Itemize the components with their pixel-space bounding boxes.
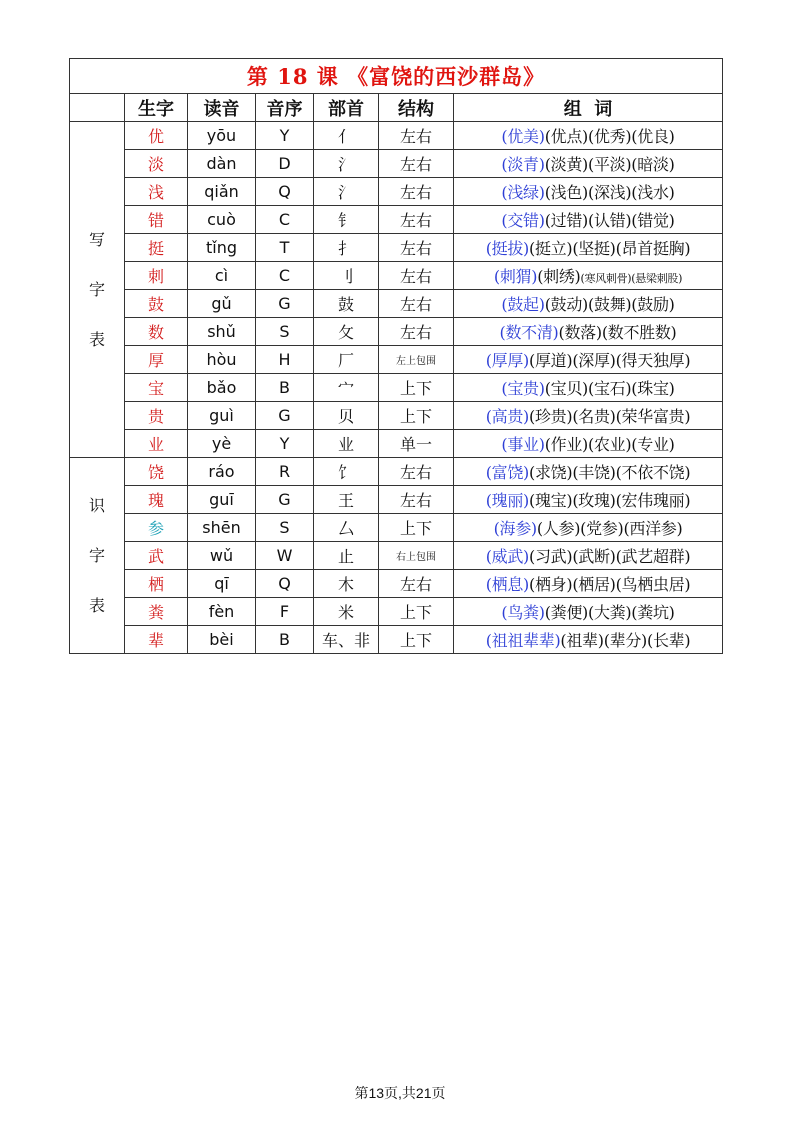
words-cell: [454, 318, 723, 346]
table-row: [70, 150, 723, 178]
char-cell: 粪: [125, 598, 188, 626]
word-item: (农业): [588, 435, 632, 454]
word-item: (鼓舞): [588, 295, 632, 314]
initial-cell: Q: [256, 178, 314, 206]
structure-cell: 左右: [379, 262, 454, 290]
word-item: (优良): [631, 127, 675, 146]
word-item: (刺猬): [493, 267, 538, 286]
words-cell: [454, 458, 723, 486]
table-row: [70, 458, 723, 486]
word-item: (高贵): [485, 407, 530, 426]
char-cell: 刺: [125, 262, 188, 290]
structure-cell: 上下: [379, 514, 454, 542]
char-cell: 武: [125, 542, 188, 570]
char-cell: 挺: [125, 234, 188, 262]
char-cell: 浅: [125, 178, 188, 206]
word-item: (不依不饶): [615, 463, 691, 482]
pinyin-cell: qī: [188, 570, 256, 598]
word-item: (暗淡): [631, 155, 675, 174]
table-row: [70, 430, 723, 458]
word-item: (珠宝): [631, 379, 675, 398]
word-item: (名贵): [572, 407, 616, 426]
header-char: 生字: [125, 94, 188, 122]
radical-cell: 攵: [314, 318, 379, 346]
words-cell: [454, 626, 723, 654]
initial-cell: C: [256, 262, 314, 290]
structure-cell: 左右: [379, 486, 454, 514]
word-item: (得天独厚): [615, 351, 691, 370]
word-item: (鼓起): [501, 295, 545, 314]
table-row: [70, 402, 723, 430]
words-cell: [454, 234, 723, 262]
words-cell: [454, 374, 723, 402]
word-item: (武断): [572, 547, 616, 566]
word-item: (粪坑): [631, 603, 675, 622]
word-item: (长辈): [647, 631, 691, 650]
word-item: (过错): [544, 211, 588, 230]
radical-cell: 业: [314, 430, 379, 458]
word-item: (栖身): [529, 575, 573, 594]
radical-cell: 氵: [314, 178, 379, 206]
structure-cell: 左右: [379, 150, 454, 178]
table-row: [70, 486, 723, 514]
radical-cell: 王: [314, 486, 379, 514]
words-cell: [454, 430, 723, 458]
char-cell: 数: [125, 318, 188, 346]
initial-cell: R: [256, 458, 314, 486]
initial-cell: Y: [256, 430, 314, 458]
word-item: (宝石): [588, 379, 632, 398]
initial-cell: C: [256, 206, 314, 234]
word-item: (淡黄): [544, 155, 588, 174]
table-row: [70, 318, 723, 346]
words-cell: [454, 346, 723, 374]
char-cell: 宝: [125, 374, 188, 402]
word-item: (鼓励): [631, 295, 675, 314]
structure-cell: 左右: [379, 290, 454, 318]
word-item: (栖息): [485, 575, 530, 594]
char-cell: 参: [125, 514, 188, 542]
pinyin-cell: fèn: [188, 598, 256, 626]
structure-cell: 上下: [379, 598, 454, 626]
word-item: (优点): [544, 127, 588, 146]
table-row: [70, 598, 723, 626]
initial-cell: H: [256, 346, 314, 374]
word-item: (浅色): [544, 183, 588, 202]
header-words: 组 词: [454, 94, 723, 122]
word-item: (人参): [536, 519, 581, 538]
initial-cell: G: [256, 290, 314, 318]
pinyin-cell: ráo: [188, 458, 256, 486]
word-item: (宝贝): [544, 379, 588, 398]
word-item: (专业): [631, 435, 675, 454]
word-item: (平淡): [588, 155, 632, 174]
char-cell: 贵: [125, 402, 188, 430]
radical-cell: 厂: [314, 346, 379, 374]
structure-cell: 左右: [379, 318, 454, 346]
table-row: [70, 542, 723, 570]
radical-cell: 米: [314, 598, 379, 626]
words-cell: [454, 514, 723, 542]
word-item: (求饶): [529, 463, 573, 482]
pinyin-cell: tǐng: [188, 234, 256, 262]
radical-cell: 木: [314, 570, 379, 598]
word-item: (武艺超群): [615, 547, 691, 566]
pinyin-cell: bǎo: [188, 374, 256, 402]
initial-cell: Y: [256, 122, 314, 150]
vocabulary-table: [69, 58, 723, 654]
word-item: (坚挺): [572, 239, 616, 258]
header-pinyin: 读音: [188, 94, 256, 122]
word-item: (悬梁刺股): [631, 272, 683, 285]
word-item: (宏伟瑰丽): [615, 491, 691, 510]
words-cell: [454, 178, 723, 206]
pinyin-cell: guì: [188, 402, 256, 430]
radical-cell: 饣: [314, 458, 379, 486]
radical-cell: 贝: [314, 402, 379, 430]
structure-cell: 左右: [379, 234, 454, 262]
word-item: (瑰丽): [485, 491, 530, 510]
initial-cell: F: [256, 598, 314, 626]
section-label: 识 字 表: [70, 458, 125, 654]
page-footer: 第13页,共21页: [354, 1085, 446, 1101]
words-cell: [454, 206, 723, 234]
words-cell: [454, 570, 723, 598]
char-cell: 业: [125, 430, 188, 458]
words-cell: [454, 486, 723, 514]
char-cell: 鼓: [125, 290, 188, 318]
structure-cell: 左右: [379, 206, 454, 234]
pinyin-cell: shēn: [188, 514, 256, 542]
structure-cell: 左右: [379, 122, 454, 150]
word-item: (祖辈): [560, 631, 604, 650]
pinyin-cell: cuò: [188, 206, 256, 234]
word-item: (优秀): [588, 127, 632, 146]
words-cell: [454, 262, 723, 290]
pinyin-cell: shǔ: [188, 318, 256, 346]
char-cell: 瑰: [125, 486, 188, 514]
word-item: (浅水): [631, 183, 675, 202]
initial-cell: W: [256, 542, 314, 570]
words-cell: [454, 598, 723, 626]
word-item: (刺绣): [537, 267, 581, 286]
initial-cell: S: [256, 318, 314, 346]
word-item: (数不胜数): [601, 323, 677, 342]
table-row: [70, 206, 723, 234]
word-item: (浅绿): [501, 183, 545, 202]
initial-cell: S: [256, 514, 314, 542]
radical-cell: 亻: [314, 122, 379, 150]
table-row: [70, 234, 723, 262]
word-item: (错觉): [631, 211, 675, 230]
words-cell: [454, 402, 723, 430]
table-row: [70, 290, 723, 318]
initial-cell: G: [256, 486, 314, 514]
initial-cell: T: [256, 234, 314, 262]
pinyin-cell: yōu: [188, 122, 256, 150]
structure-cell: 上下: [379, 626, 454, 654]
table-row: [70, 346, 723, 374]
structure-cell: 左右: [379, 178, 454, 206]
radical-cell: 鼓: [314, 290, 379, 318]
word-item: (丰饶): [572, 463, 616, 482]
radical-cell: 氵: [314, 150, 379, 178]
header-initial: 音序: [256, 94, 314, 122]
char-cell: 优: [125, 122, 188, 150]
pinyin-cell: guī: [188, 486, 256, 514]
table-row: [70, 570, 723, 598]
words-cell: [454, 150, 723, 178]
word-item: (富饶): [485, 463, 530, 482]
word-item: (昂首挺胸): [615, 239, 691, 258]
lesson-title: 第 18 课 《富饶的西沙群岛》: [70, 59, 723, 94]
word-item: (党参): [580, 519, 624, 538]
title-row: [70, 59, 723, 94]
structure-cell: 上下: [379, 374, 454, 402]
char-cell: 饶: [125, 458, 188, 486]
header-structure: 结构: [379, 94, 454, 122]
word-item: (宝贵): [501, 379, 545, 398]
char-cell: 淡: [125, 150, 188, 178]
structure-cell: 左右: [379, 570, 454, 598]
word-item: (威武): [485, 547, 530, 566]
word-item: (淡青): [501, 155, 545, 174]
table-row: [70, 374, 723, 402]
word-item: (挺拔): [485, 239, 530, 258]
structure-cell: 左上包围: [379, 346, 454, 374]
word-item: (瑰宝): [529, 491, 573, 510]
word-item: (寒风刺骨): [580, 272, 632, 285]
word-item: (数落): [558, 323, 602, 342]
structure-cell: 上下: [379, 402, 454, 430]
initial-cell: Q: [256, 570, 314, 598]
word-item: (鸟栖虫居): [615, 575, 691, 594]
table-row: [70, 626, 723, 654]
structure-cell: 左右: [379, 458, 454, 486]
word-item: (深厚): [572, 351, 616, 370]
pinyin-cell: cì: [188, 262, 256, 290]
pinyin-cell: wǔ: [188, 542, 256, 570]
word-item: (习武): [529, 547, 573, 566]
radical-cell: 宀: [314, 374, 379, 402]
word-item: (大粪): [588, 603, 632, 622]
header-radical: 部首: [314, 94, 379, 122]
initial-cell: B: [256, 374, 314, 402]
word-item: (荣华富贵): [615, 407, 691, 426]
char-cell: 栖: [125, 570, 188, 598]
header-row: [70, 94, 723, 122]
radical-cell: 止: [314, 542, 379, 570]
radical-cell: 钅: [314, 206, 379, 234]
word-item: (海参): [493, 519, 537, 538]
char-cell: 错: [125, 206, 188, 234]
pinyin-cell: hòu: [188, 346, 256, 374]
initial-cell: G: [256, 402, 314, 430]
word-item: (厚厚): [485, 351, 530, 370]
char-cell: 厚: [125, 346, 188, 374]
words-cell: [454, 122, 723, 150]
word-item: (作业): [544, 435, 588, 454]
word-item: (事业): [501, 435, 545, 454]
table-row: [70, 514, 723, 542]
initial-cell: D: [256, 150, 314, 178]
pinyin-cell: gǔ: [188, 290, 256, 318]
word-item: (西洋参): [623, 519, 683, 538]
word-item: (珍贵): [529, 407, 573, 426]
word-item: (粪便): [544, 603, 588, 622]
header-blank: [70, 94, 125, 122]
word-item: (优美): [501, 127, 545, 146]
radical-cell: 车、非: [314, 626, 379, 654]
word-item: (鼓动): [544, 295, 588, 314]
char-cell: 辈: [125, 626, 188, 654]
pinyin-cell: qiǎn: [188, 178, 256, 206]
table-row: [70, 122, 723, 150]
word-item: (挺立): [529, 239, 573, 258]
word-item: (厚道): [529, 351, 573, 370]
table-row: [70, 178, 723, 206]
radical-cell: 刂: [314, 262, 379, 290]
table-row: [70, 262, 723, 290]
word-item: (祖祖辈辈): [485, 631, 561, 650]
radical-cell: 厶: [314, 514, 379, 542]
words-cell: [454, 542, 723, 570]
structure-cell: 单一: [379, 430, 454, 458]
word-item: (玫瑰): [572, 491, 616, 510]
word-item: (认错): [588, 211, 632, 230]
word-item: (深浅): [588, 183, 632, 202]
section-label: 写 字 表: [70, 122, 125, 458]
pinyin-cell: yè: [188, 430, 256, 458]
word-item: (栖居): [572, 575, 616, 594]
pinyin-cell: dàn: [188, 150, 256, 178]
structure-cell: 右上包围: [379, 542, 454, 570]
initial-cell: B: [256, 626, 314, 654]
word-item: (交错): [501, 211, 545, 230]
word-item: (辈分): [603, 631, 647, 650]
radical-cell: 扌: [314, 234, 379, 262]
word-item: (鸟粪): [501, 603, 545, 622]
word-item: (数不清): [499, 323, 559, 342]
words-cell: [454, 290, 723, 318]
pinyin-cell: bèi: [188, 626, 256, 654]
